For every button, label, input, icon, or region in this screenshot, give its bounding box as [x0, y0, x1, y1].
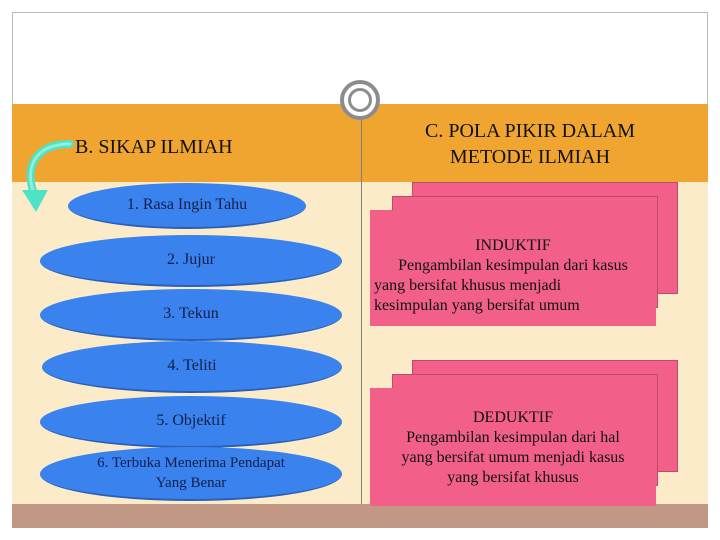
pola-pikir-heading-line2: METODE ILMIAH [449, 146, 611, 168]
attitude-item-objektif[interactable] [40, 396, 342, 448]
deduktif-card[interactable] [370, 388, 656, 506]
induktif-title: INDUKTIF [475, 237, 551, 254]
induktif-card[interactable] [370, 210, 656, 326]
attitude-label: 5. Objektif [156, 412, 226, 429]
attitude-label: 1. Rasa Ingin Tahu [126, 196, 248, 213]
pola-pikir-heading [395, 118, 665, 170]
attitude-label-line1: 6. Terbuka Menerima Pendapat [97, 455, 285, 471]
deduktif-line2: yang bersifat umum menjadi kasus [401, 449, 625, 466]
attitude-item-teliti[interactable] [42, 341, 342, 393]
pola-pikir-heading-line1: C. POLA PIKIR DALAM [424, 120, 636, 142]
attitude-item-jujur[interactable] [40, 235, 342, 287]
attitude-item-terbuka[interactable] [40, 447, 342, 501]
attitude-label-line2: Yang Benar [155, 475, 227, 491]
circle-ring-icon [340, 80, 380, 120]
induktif-line1: Pengambilan kesimpulan dari kasus [398, 257, 628, 274]
attitude-item-rasa-ingin-tahu[interactable] [68, 183, 306, 229]
footer-bar [12, 504, 708, 528]
attitude-label: 4. Teliti [167, 357, 217, 374]
deduktif-line3: yang bersifat khusus [447, 469, 579, 486]
induktif-line3: kesimpulan yang bersifat umum [374, 297, 580, 314]
attitude-item-tekun[interactable] [40, 289, 342, 341]
attitude-label: 2. Jujur [167, 251, 215, 268]
attitude-label: 3. Tekun [163, 305, 219, 322]
deduktif-title: DEDUKTIF [473, 409, 553, 426]
sikap-ilmiah-heading: B. SIKAP ILMIAH [75, 136, 233, 158]
column-divider [361, 104, 362, 504]
induktif-line2: yang bersifat khusus menjadi [374, 277, 562, 294]
deduktif-line1: Pengambilan kesimpulan dari hal [406, 429, 620, 446]
